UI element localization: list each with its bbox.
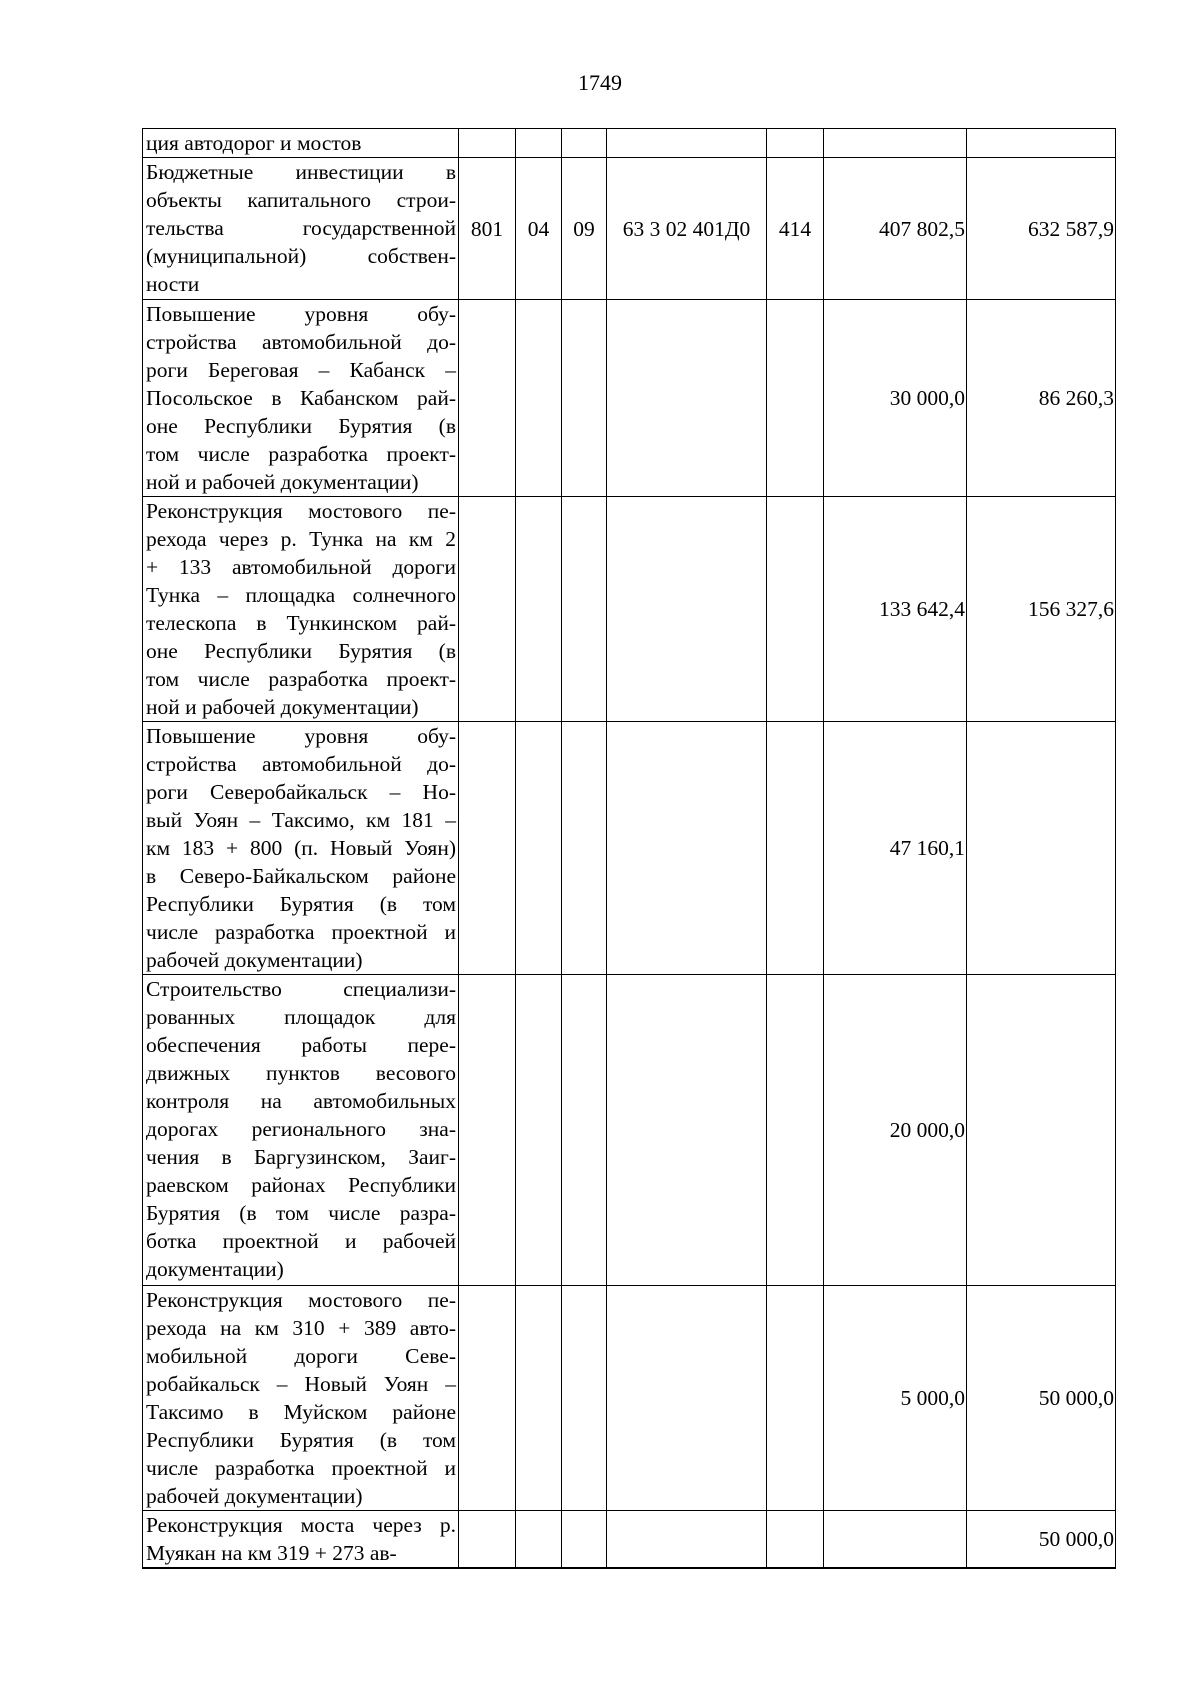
description-line: том числе разработка проект-: [146, 667, 456, 691]
amount-year1-cell: [824, 129, 967, 158]
description-line: в Северо-Байкальском районе: [146, 864, 456, 888]
amount-year2-cell: [967, 129, 1116, 158]
section-code-cell: [516, 1511, 562, 1569]
expense-type-cell: [767, 129, 824, 158]
expense-type-cell: 414: [767, 158, 824, 300]
description-line: Республики Бурятия (в том: [146, 892, 456, 916]
ministry-code-cell: [459, 1286, 516, 1511]
row-description: [143, 497, 459, 722]
description-line: робайкальск – Новый Уоян –: [146, 1372, 456, 1396]
target-article-cell: [607, 722, 767, 975]
description-line: рованных площадок для: [146, 1005, 456, 1029]
target-article-cell: [607, 1286, 767, 1511]
ministry-code-cell: [459, 497, 516, 722]
description-line: числе разработка проектной и: [146, 920, 456, 944]
description-line: объекты капитального строи-: [146, 188, 456, 212]
amount-year1-cell: 407 802,5: [824, 158, 967, 300]
amount-year2-cell: 156 327,6: [967, 497, 1116, 722]
description-line: документации): [146, 1257, 284, 1281]
description-line: оне Республики Бурятия (в: [146, 639, 456, 663]
description-line: чения в Баргузинском, Заиг-: [146, 1145, 456, 1169]
section-code-cell: [516, 1286, 562, 1511]
amount-year2-cell: 50 000,0: [967, 1511, 1116, 1569]
description-line: + 133 автомобильной дороги: [146, 555, 456, 579]
table-row: [143, 158, 1116, 300]
description-line: стройства автомобильной до-: [146, 330, 456, 354]
description-line: Бюджетные инвестиции в: [146, 160, 456, 184]
amount-year1-cell: 5 000,0: [824, 1286, 967, 1511]
description-line: Посольское в Кабанском рай-: [146, 386, 456, 410]
ministry-code-cell: [459, 975, 516, 1286]
description-line: рабочей документации): [146, 1484, 363, 1508]
target-article-cell: [607, 1511, 767, 1569]
subsection-code-cell: [562, 1286, 607, 1511]
description-line: ной и рабочей документации): [146, 470, 419, 494]
row-description: [143, 1286, 459, 1511]
section-code-cell: [516, 975, 562, 1286]
expense-type-cell: [767, 722, 824, 975]
budget-table: [142, 128, 1116, 1569]
target-article-cell: [607, 497, 767, 722]
target-article-cell: [607, 300, 767, 497]
description-line: (муниципальной) собствен-: [146, 244, 456, 268]
target-article-cell: [607, 129, 767, 158]
section-code-cell: [516, 300, 562, 497]
description-line: Реконструкция мостового пе-: [146, 499, 456, 523]
description-line: мобильной дороги Севе-: [146, 1344, 456, 1368]
ministry-code-cell: [459, 722, 516, 975]
description-line: числе разработка проектной и: [146, 1456, 456, 1480]
page-number: 1749: [578, 70, 622, 95]
table-row: [143, 975, 1116, 1286]
amount-year1-cell: 30 000,0: [824, 300, 967, 497]
description-line: роги Северобайкальск – Но-: [146, 780, 456, 804]
description-line: Реконструкция мостового пе-: [146, 1288, 456, 1312]
table-row: [143, 497, 1116, 722]
subsection-code-cell: [562, 1511, 607, 1569]
row-description: [143, 1511, 459, 1569]
amount-year2-cell: 50 000,0: [967, 1286, 1116, 1511]
description-line: ция автодорог и мостов: [146, 131, 362, 155]
description-line: оне Республики Бурятия (в: [146, 414, 456, 438]
amount-year1-cell: 20 000,0: [824, 975, 967, 1286]
expense-type-cell: [767, 1286, 824, 1511]
amount-year2-cell: 86 260,3: [967, 300, 1116, 497]
subsection-code-cell: 09: [562, 158, 607, 300]
description-line: вый Уоян – Таксимо, км 181 –: [146, 808, 456, 832]
row-description: [143, 722, 459, 975]
amount-year1-cell: 133 642,4: [824, 497, 967, 722]
description-line: телескопа в Тункинском рай-: [146, 611, 456, 635]
section-code-cell: 04: [516, 158, 562, 300]
amount-year2-cell: [967, 975, 1116, 1286]
table-row: [143, 1286, 1116, 1511]
budget-table-body: [143, 129, 1116, 1569]
row-description: [143, 158, 459, 300]
expense-type-cell: [767, 497, 824, 722]
expense-type-cell: [767, 975, 824, 1286]
description-line: контроля на автомобильных: [146, 1089, 456, 1113]
subsection-code-cell: [562, 975, 607, 1286]
expense-type-cell: [767, 1511, 824, 1569]
subsection-code-cell: [562, 722, 607, 975]
description-line: Бурятия (в том числе разра-: [146, 1201, 456, 1225]
table-row: [143, 722, 1116, 975]
row-description: [143, 300, 459, 497]
description-line: рехода на км 310 + 389 авто-: [146, 1316, 456, 1340]
description-line: Повышение уровня обу-: [146, 302, 456, 326]
expense-type-cell: [767, 300, 824, 497]
description-line: рабочей документации): [146, 948, 363, 972]
target-article-cell: [607, 975, 767, 1286]
section-code-cell: [516, 497, 562, 722]
description-line: раевском районах Республики: [146, 1173, 456, 1197]
description-line: том числе разработка проект-: [146, 442, 456, 466]
description-line: Реконструкция моста через р.: [146, 1513, 456, 1537]
amount-year1-cell: [824, 1511, 967, 1569]
description-line: ности: [146, 272, 200, 296]
ministry-code-cell: 801: [459, 158, 516, 300]
subsection-code-cell: [562, 497, 607, 722]
description-line: Тунка – площадка солнечного: [146, 583, 456, 607]
subsection-code-cell: [562, 129, 607, 158]
description-line: Повышение уровня обу-: [146, 724, 456, 748]
description-line: Таксимо в Муйском районе: [146, 1400, 456, 1424]
description-line: стройства автомобильной до-: [146, 752, 456, 776]
description-line: дорогах регионального зна-: [146, 1117, 456, 1141]
amount-year1-cell: 47 160,1: [824, 722, 967, 975]
description-line: Муякан на км 319 + 273 ав-: [146, 1541, 397, 1565]
description-line: обеспечения работы пере-: [146, 1033, 456, 1057]
row-description: [143, 129, 459, 158]
amount-year2-cell: 632 587,9: [967, 158, 1116, 300]
description-line: рехода через р. Тунка на км 2: [146, 527, 456, 551]
amount-year2-cell: [967, 722, 1116, 975]
section-code-cell: [516, 722, 562, 975]
description-line: ботка проектной и рабочей: [146, 1229, 456, 1253]
description-line: движных пунктов весового: [146, 1061, 456, 1085]
row-description: [143, 975, 459, 1286]
ministry-code-cell: [459, 300, 516, 497]
target-article-cell: 63 3 02 401Д0: [607, 158, 767, 300]
table-row: [143, 300, 1116, 497]
table-row: [143, 1511, 1116, 1569]
subsection-code-cell: [562, 300, 607, 497]
section-code-cell: [516, 129, 562, 158]
description-line: ной и рабочей документации): [146, 695, 419, 719]
description-line: Республики Бурятия (в том: [146, 1428, 456, 1452]
ministry-code-cell: [459, 129, 516, 158]
description-line: км 183 + 800 (п. Новый Уоян): [146, 836, 456, 860]
description-line: роги Береговая – Кабанск –: [146, 358, 456, 382]
description-line: Строительство специализи-: [146, 977, 456, 1001]
table-row: [143, 129, 1116, 158]
ministry-code-cell: [459, 1511, 516, 1569]
description-line: тельства государственной: [146, 216, 456, 240]
